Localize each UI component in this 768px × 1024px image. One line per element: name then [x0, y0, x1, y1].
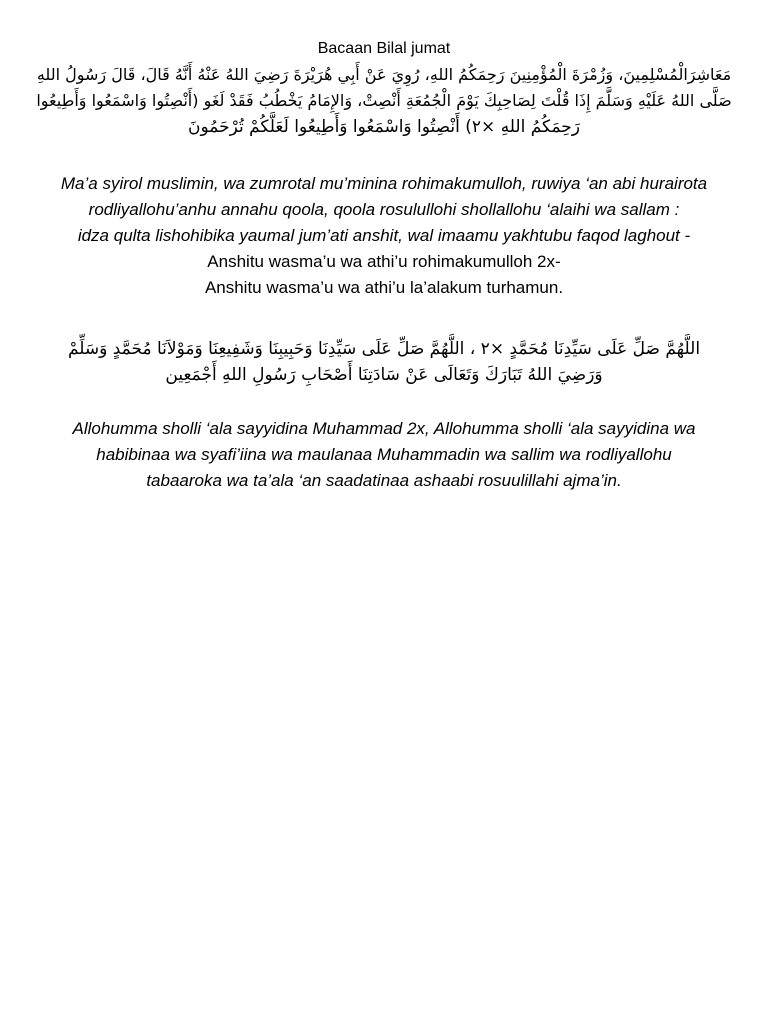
document-title: Bacaan Bilal jumat — [317, 40, 451, 57]
transliteration-line: Anshitu wasma’u wa athi’u la’alakum turhamun. — [204, 278, 564, 297]
transliteration-paragraph-sholawat — [0, 416, 768, 494]
transliteration-line: Anshitu wasma’u wa athi’u rohimakumulloh 2x- — [207, 252, 561, 271]
transliteration-line: idza qulta lishohibika yaumal jum’ati anshit, wal imaamu yakhtubu faqod laghout - — [77, 226, 691, 245]
arabic-line: مَعَاشِرَالْمُسْلِمِينَ، وَزُمْرَةَ الْمُؤْمِنِينَ رَحِمَكُمُ اللهِ، رُوِيَ عَنْ أَبِي هُرَيْرَةَ رَضِيَ اللهُ عَنْهُ أَنَّهُ قَالَ، قَالَ رَسُولُ اللهِ — [36, 65, 732, 84]
arabic-paragraph-sholawat — [28, 336, 740, 388]
arabic-line: وَرَضِيَ اللهُ تَبَارَكَ وَتَعَالَى عَنْ سَادَتِنَا أَصْحَابِ رَسُولِ اللهِ أَجْمَعِين — [165, 365, 603, 385]
transliteration-line: habibinaa wa syafi’iina wa maulanaa Muhammadin wa sallim wa rodliyallohu — [96, 445, 672, 464]
transliteration-line: Allohumma sholli ‘ala sayyidina Muhammad 2x, Allohumma sholli ‘ala sayyidina wa — [72, 419, 696, 438]
transliteration-line: Ma’a syirol muslimin, wa zumrotal mu’minina rohimakumulloh, ruwiya ‘an abi hurairota — [60, 174, 708, 193]
arabic-paragraph-announcement — [28, 62, 740, 140]
arabic-line: رَحِمَكُمُ اللهِ ×٢) أَنْصِتُوا وَاسْمَعُوا وَأَطِيعُوا لَعَلَّكُمْ تُرْحَمُونَ — [187, 117, 580, 137]
transliteration-paragraph-announcement — [0, 171, 768, 301]
arabic-line: اللَّهُمَّ صَلِّ عَلَى سَيِّدِنَا مُحَمَّدٍ ×٢ ، اللَّهُمَّ صَلِّ عَلَى سَيِّدِنَا وَحَبِيبِنَا وَشَفِيعِنَا وَمَوْلاَنَا مُحَمَّدٍ وَسَلِّمْ — [67, 339, 701, 359]
arabic-line: صَلَّى اللهُ عَلَيْهِ وَسَلَّمَ إِذَا قُلْتَ لِصَاحِبِكَ يَوْمَ الْجُمُعَةِ أَنْصِتْ، وَالإِمَامُ يَخْطُبُ فَقَدْ لَغَو (أَنْصِتُوا وَاسْمَعُوا وَأَطِيعُوا — [36, 91, 732, 110]
transliteration-line: tabaaroka wa ta’ala ‘an saadatinaa ashaabi rosuulillahi ajma’in. — [146, 471, 622, 490]
transliteration-line: rodliyallohu’anhu annahu qoola, qoola rosulullohi shollallohu ‘alaihi wa sallam : — [88, 200, 680, 219]
